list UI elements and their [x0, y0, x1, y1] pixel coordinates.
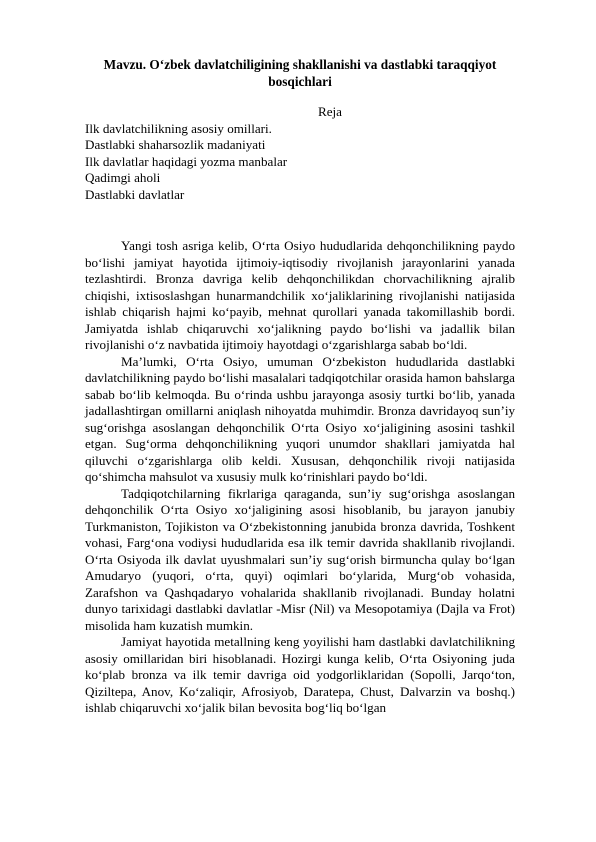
plan-item: Ilk davlatlar haqidagi yozma manbalar	[85, 153, 288, 169]
plan-item: Ilk davlatchilikning asosiy omillari.	[85, 120, 272, 136]
plan-item: Dastlabki davlatlar	[85, 186, 185, 202]
paragraph: Yangi tosh asriga kelib, O‘rta Osiyo hududlarida dehqonchilikning paydo bo‘lishi jamiyat hayotida ijtimoiy-iqtisodiy rivojlanish jarayonlarini yanada tezlashtirdi. Bronza davriga kelib dehqonchilikdan chorvachilikning ajralib chiqishi, ixtisoslashgan hunarmandchilik xo‘jaliklarining rivojlanishi natijasida ishlab chiqarish hajmi ko‘payib, mehnat qurollari yanada takomillashib bordi. Jamiyatda ishlab chiqaruvchi xo‘jalikning paydo bo‘lishi va jadallik bilan rivojlanishi o‘z navbatida ijtimoiy hayotdagi o‘zgarishlarga sabab bo‘ldi.	[85, 238, 515, 352]
plan-heading: Reja	[318, 104, 342, 119]
plan-item: Qadimgi aholi	[85, 170, 161, 185]
paragraph: Tadqiqotchilarning fikrlariga qaraganda, sun’iy sug‘orishga asoslangan dehqonchilik O‘rta Osiyo xo‘jaligining asosi hisoblanib, bu jarayon janubiy Turkmaniston, Tojikiston va O‘zbekistonning janubida bronza davrida, Toshkent vohasi, Farg‘ona vodiysi hududlarida esa ilk temir davrida shakllanib rivojlandi. O‘rta Osiyoda ilk davlat uyushmalari sun’iy sug‘orish birmuncha qulay bo‘lgan Amudaryo (yuqori, o‘rta, quyi) oqimlari bo‘ylarida, Murg‘ob vohasida, Zarafshon va Qashqadaryo vohalarida shakllanib rivojlanadi. Bunday holatni dunyo tarixidagi dastlabki davlatlar -Misr (Nil) va Mesopotamiya (Dajla va Frot) misolida ham kuzatish mumkin.	[85, 485, 515, 633]
paragraph: Ma’lumki, O‘rta Osiyo, umuman O‘zbekiston hududlarida dastlabki davlatchilikning paydo bo‘lishi masalalari tadqiqotchilar orasida hamon bahslarga sabab bo‘lib kelmoqda. Bu o‘rinda ushbu jarayonga asosiy turtki bo‘lib, yanada jadallashtirgan omillarni aniqlash nihoyatda muhimdir. Bronza davridayoq sun’iy sug‘orishga asoslangan dehqonchilik O‘rta Osiyo xo‘jaligining asosini tashkil etgan. Sug‘orma dehqonchilikning yuqori unumdor shakllari jamiyatda hal qiluvchi o‘zgarishlarga olib keldi. Xususan, dehqonchilik rivoji natijasida qo‘shimcha mahsulot va xususiy mulk ko‘rinishlari paydo bo‘ldi.	[85, 353, 515, 484]
plan-list	[85, 121, 515, 204]
document-page	[85, 56, 515, 717]
plan-item: Dastlabki shaharsozlik madaniyati	[85, 137, 266, 152]
document-title: Mavzu. O‘zbek davlatchiligining shakllanishi va dastlabki taraqqiyot bosqichlari	[103, 57, 497, 89]
body-text	[85, 238, 515, 717]
paragraph: Jamiyat hayotida metallning keng yoyilishi ham dastlabki davlatchilikning asosiy omillaridan biri hisoblanadi. Hozirgi kunga kelib, O‘rta Osiyoning juda ko‘plab bronza va ilk temir davriga oid yodgorliklaridan (Sopolli, Jarqo‘ton, Qiziltepa, Anov, Ko‘zaliqir, Afrosiyob, Daratepa, Chust, Dalvarzin va boshq.) ishlab chiqaruvchi xo‘jalik bilan bevosita bog‘liq bo‘lgan	[85, 634, 515, 715]
